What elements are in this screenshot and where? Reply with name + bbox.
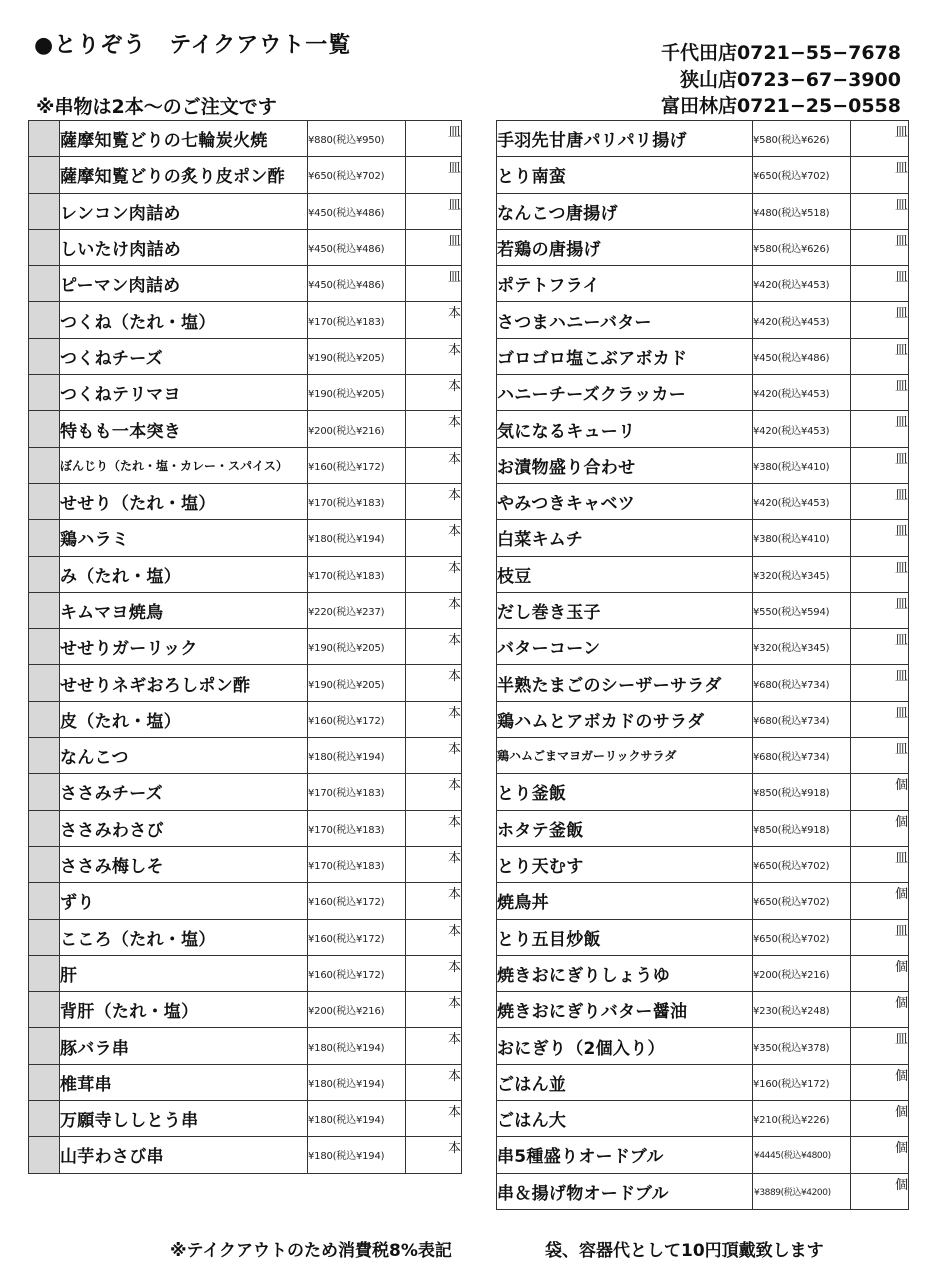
menu-row bbox=[29, 483, 462, 519]
menu-item-price: ¥420(税込¥453) bbox=[753, 302, 851, 338]
menu-item-price: ¥160(税込¥172) bbox=[308, 919, 406, 955]
menu-item-unit: 皿 bbox=[851, 121, 909, 157]
menu-item-price: ¥160(税込¥172) bbox=[308, 447, 406, 483]
menu-item-unit: 個 bbox=[851, 955, 909, 991]
menu-item-price: ¥210(税込¥226) bbox=[753, 1101, 851, 1137]
row-marker bbox=[29, 447, 60, 483]
menu-item-price: ¥850(税込¥918) bbox=[753, 810, 851, 846]
menu-row bbox=[29, 883, 462, 919]
menu-item-name: バターコーン bbox=[497, 629, 753, 665]
row-marker bbox=[29, 738, 60, 774]
menu-item-price: ¥580(税込¥626) bbox=[753, 229, 851, 265]
menu-item-unit: 本 bbox=[406, 992, 462, 1028]
menu-item-name: なんこつ唐揚げ bbox=[497, 193, 753, 229]
menu-item-unit: 皿 bbox=[851, 302, 909, 338]
menu-item-name: ごはん大 bbox=[497, 1101, 753, 1137]
store-phone-sayama: 狭山店0723−67−3900 bbox=[679, 68, 901, 91]
menu-item-unit: 皿 bbox=[851, 556, 909, 592]
menu-item-unit: 本 bbox=[406, 701, 462, 737]
row-marker bbox=[29, 121, 60, 157]
menu-item-name: おにぎり（2個入り） bbox=[497, 1028, 753, 1064]
menu-item-name: とり南蛮 bbox=[497, 157, 753, 193]
menu-item-price: ¥850(税込¥918) bbox=[753, 774, 851, 810]
menu-item-unit: 皿 bbox=[851, 592, 909, 628]
menu-item-price: ¥420(税込¥453) bbox=[753, 266, 851, 302]
menu-row bbox=[29, 955, 462, 991]
menu-item-name: とり五目炒飯 bbox=[497, 919, 753, 955]
menu-row bbox=[497, 810, 909, 846]
store-phone-chiyoda: 千代田店0721−55−7678 bbox=[660, 42, 901, 64]
menu-item-price: ¥680(税込¥734) bbox=[753, 738, 851, 774]
row-marker bbox=[29, 375, 60, 411]
menu-row bbox=[29, 629, 462, 665]
menu-row bbox=[29, 229, 462, 265]
menu-item-price: ¥160(税込¥172) bbox=[308, 955, 406, 991]
menu-row bbox=[497, 483, 909, 519]
menu-item-name: つくね（たれ・塩） bbox=[60, 302, 308, 338]
menu-item-unit: 本 bbox=[406, 375, 462, 411]
menu-item-unit: 皿 bbox=[851, 1028, 909, 1064]
menu-row bbox=[497, 121, 909, 157]
menu-item-name: とり天むす bbox=[497, 846, 753, 882]
page-title: ●とりぞう テイクアウト一覧 bbox=[34, 33, 352, 58]
menu-item-unit: 皿 bbox=[851, 375, 909, 411]
menu-item-unit: 本 bbox=[406, 810, 462, 846]
menu-item-name: 特もも一本突き bbox=[60, 411, 308, 447]
row-marker bbox=[29, 955, 60, 991]
menu-item-price: ¥220(税込¥237) bbox=[308, 592, 406, 628]
menu-item-name: さつまハニーバター bbox=[497, 302, 753, 338]
menu-item-unit: 皿 bbox=[851, 338, 909, 374]
menu-row bbox=[497, 556, 909, 592]
menu-item-unit: 皿 bbox=[851, 157, 909, 193]
menu-row bbox=[497, 193, 909, 229]
menu-item-name: ゴロゴロ塩こぶアボカド bbox=[497, 338, 753, 374]
menu-item-unit: 個 bbox=[851, 1064, 909, 1100]
menu-item-price: ¥450(税込¥486) bbox=[308, 229, 406, 265]
menu-item-price: ¥380(税込¥410) bbox=[753, 520, 851, 556]
menu-item-unit: 本 bbox=[406, 483, 462, 519]
menu-item-name: やみつきキャベツ bbox=[497, 483, 753, 519]
row-marker bbox=[29, 1137, 60, 1173]
menu-row bbox=[29, 1137, 462, 1173]
menu-row bbox=[497, 266, 909, 302]
menu-item-unit: 本 bbox=[406, 411, 462, 447]
menu-item-unit: 個 bbox=[851, 810, 909, 846]
menu-item-price: ¥190(税込¥205) bbox=[308, 375, 406, 411]
menu-item-price: ¥480(税込¥518) bbox=[753, 193, 851, 229]
menu-row bbox=[29, 157, 462, 193]
row-marker bbox=[29, 665, 60, 701]
menu-item-unit: 個 bbox=[851, 1173, 909, 1209]
menu-item-name: ごはん並 bbox=[497, 1064, 753, 1100]
menu-item-unit: 皿 bbox=[851, 738, 909, 774]
row-marker bbox=[29, 338, 60, 374]
row-marker bbox=[29, 556, 60, 592]
menu-item-unit: 皿 bbox=[851, 229, 909, 265]
row-marker bbox=[29, 193, 60, 229]
menu-item-unit: 本 bbox=[406, 302, 462, 338]
menu-row bbox=[497, 520, 909, 556]
menu-row bbox=[497, 992, 909, 1028]
menu-item-name: せせり（たれ・塩） bbox=[60, 483, 308, 519]
row-marker bbox=[29, 774, 60, 810]
menu-row bbox=[497, 919, 909, 955]
menu-row bbox=[497, 338, 909, 374]
menu-item-name: キムマヨ焼鳥 bbox=[60, 592, 308, 628]
row-marker bbox=[29, 1028, 60, 1064]
menu-item-price: ¥180(税込¥194) bbox=[308, 1064, 406, 1100]
menu-item-unit: 皿 bbox=[406, 121, 462, 157]
menu-item-unit: 皿 bbox=[851, 483, 909, 519]
menu-item-unit: 本 bbox=[406, 629, 462, 665]
menu-item-price: ¥190(税込¥205) bbox=[308, 338, 406, 374]
menu-item-price: ¥170(税込¥183) bbox=[308, 556, 406, 592]
menu-row bbox=[29, 447, 462, 483]
menu-row bbox=[29, 1101, 462, 1137]
menu-row bbox=[29, 266, 462, 302]
order-note: ※串物は2本〜のご注文です bbox=[36, 96, 277, 118]
menu-item-price: ¥170(税込¥183) bbox=[308, 483, 406, 519]
menu-item-price: ¥450(税込¥486) bbox=[308, 266, 406, 302]
menu-item-price: ¥350(税込¥378) bbox=[753, 1028, 851, 1064]
menu-item-price: ¥650(税込¥702) bbox=[753, 157, 851, 193]
menu-item-unit: 本 bbox=[406, 846, 462, 882]
menu-item-price: ¥880(税込¥950) bbox=[308, 121, 406, 157]
menu-item-name: ずり bbox=[60, 883, 308, 919]
menu-item-unit: 本 bbox=[406, 738, 462, 774]
row-marker bbox=[29, 992, 60, 1028]
menu-item-price: ¥550(税込¥594) bbox=[753, 592, 851, 628]
menu-row bbox=[497, 411, 909, 447]
menu-item-unit: 本 bbox=[406, 556, 462, 592]
menu-item-price: ¥230(税込¥248) bbox=[753, 992, 851, 1028]
menu-item-unit: 皿 bbox=[851, 447, 909, 483]
menu-item-price: ¥180(税込¥194) bbox=[308, 1101, 406, 1137]
menu-row bbox=[497, 665, 909, 701]
menu-row bbox=[497, 846, 909, 882]
menu-item-name: 串＆揚げ物オードブル bbox=[497, 1173, 753, 1209]
menu-item-name: 白菜キムチ bbox=[497, 520, 753, 556]
menu-item-unit: 本 bbox=[406, 883, 462, 919]
menu-item-unit: 皿 bbox=[406, 157, 462, 193]
menu-row bbox=[497, 1101, 909, 1137]
menu-item-price: ¥420(税込¥453) bbox=[753, 375, 851, 411]
menu-item-price: ¥170(税込¥183) bbox=[308, 774, 406, 810]
tax-note: ※テイクアウトのため消費税8%表記 bbox=[170, 1241, 452, 1261]
menu-row bbox=[29, 338, 462, 374]
menu-row bbox=[29, 810, 462, 846]
menu-item-unit: 本 bbox=[406, 1137, 462, 1173]
menu-item-price: ¥190(税込¥205) bbox=[308, 629, 406, 665]
menu-item-price: ¥650(税込¥702) bbox=[753, 919, 851, 955]
menu-item-unit: 本 bbox=[406, 955, 462, 991]
row-marker bbox=[29, 846, 60, 882]
menu-row bbox=[497, 375, 909, 411]
menu-item-name: 鶏ハムとアボカドのサラダ bbox=[497, 701, 753, 737]
row-marker bbox=[29, 1101, 60, 1137]
menu-item-name: 肝 bbox=[60, 955, 308, 991]
menu-item-unit: 本 bbox=[406, 774, 462, 810]
menu-row bbox=[29, 520, 462, 556]
menu-item-unit: 本 bbox=[406, 592, 462, 628]
menu-item-price: ¥4445(税込¥4800) bbox=[753, 1137, 851, 1173]
menu-item-unit: 本 bbox=[406, 520, 462, 556]
menu-row bbox=[497, 1173, 909, 1209]
menu-item-name: 鶏ハラミ bbox=[60, 520, 308, 556]
menu-row bbox=[497, 1137, 909, 1173]
menu-item-unit: 本 bbox=[406, 1101, 462, 1137]
menu-item-unit: 皿 bbox=[851, 193, 909, 229]
menu-item-price: ¥180(税込¥194) bbox=[308, 738, 406, 774]
row-marker bbox=[29, 411, 60, 447]
menu-item-price: ¥650(税込¥702) bbox=[753, 846, 851, 882]
menu-item-price: ¥420(税込¥453) bbox=[753, 411, 851, 447]
menu-item-name: ささみわさび bbox=[60, 810, 308, 846]
menu-item-name: 若鶏の唐揚げ bbox=[497, 229, 753, 265]
menu-item-unit: 皿 bbox=[851, 520, 909, 556]
menu-item-name: 山芋わさび串 bbox=[60, 1137, 308, 1173]
row-marker bbox=[29, 1064, 60, 1100]
menu-item-name: レンコン肉詰め bbox=[60, 193, 308, 229]
menu-item-name: こころ（たれ・塩） bbox=[60, 919, 308, 955]
menu-item-price: ¥170(税込¥183) bbox=[308, 302, 406, 338]
menu-item-price: ¥650(税込¥702) bbox=[753, 883, 851, 919]
menu-row bbox=[29, 302, 462, 338]
menu-row bbox=[497, 738, 909, 774]
menu-row bbox=[29, 846, 462, 882]
menu-item-unit: 皿 bbox=[851, 919, 909, 955]
row-marker bbox=[29, 483, 60, 519]
menu-item-price: ¥450(税込¥486) bbox=[753, 338, 851, 374]
menu-item-price: ¥680(税込¥734) bbox=[753, 665, 851, 701]
menu-row bbox=[497, 883, 909, 919]
menu-item-price: ¥650(税込¥702) bbox=[308, 157, 406, 193]
menu-item-name: ポテトフライ bbox=[497, 266, 753, 302]
menu-item-unit: 皿 bbox=[851, 411, 909, 447]
menu-item-name: 気になるキューリ bbox=[497, 411, 753, 447]
menu-item-name: 椎茸串 bbox=[60, 1064, 308, 1100]
menu-item-unit: 皿 bbox=[406, 193, 462, 229]
menu-row bbox=[29, 193, 462, 229]
menu-item-name: しいたけ肉詰め bbox=[60, 229, 308, 265]
menu-item-name: 枝豆 bbox=[497, 556, 753, 592]
menu-item-name: つくねテリマヨ bbox=[60, 375, 308, 411]
row-marker bbox=[29, 810, 60, 846]
row-marker bbox=[29, 701, 60, 737]
menu-item-price: ¥190(税込¥205) bbox=[308, 665, 406, 701]
menu-item-price: ¥200(税込¥216) bbox=[753, 955, 851, 991]
menu-row bbox=[29, 121, 462, 157]
menu-item-unit: 本 bbox=[406, 338, 462, 374]
menu-item-name: せせりガーリック bbox=[60, 629, 308, 665]
row-marker bbox=[29, 629, 60, 665]
menu-item-price: ¥200(税込¥216) bbox=[308, 992, 406, 1028]
menu-row bbox=[29, 992, 462, 1028]
menu-item-name: ホタテ釜飯 bbox=[497, 810, 753, 846]
menu-item-name: 皮（たれ・塩） bbox=[60, 701, 308, 737]
menu-item-name: なんこつ bbox=[60, 738, 308, 774]
menu-item-name: 焼きおにぎりバター醤油 bbox=[497, 992, 753, 1028]
menu-item-unit: 本 bbox=[406, 665, 462, 701]
menu-item-price: ¥3889(税込¥4200) bbox=[753, 1173, 851, 1209]
menu-item-price: ¥320(税込¥345) bbox=[753, 629, 851, 665]
menu-row bbox=[29, 1028, 462, 1064]
menu-row bbox=[29, 411, 462, 447]
menu-item-unit: 本 bbox=[406, 1028, 462, 1064]
menu-item-name: 豚バラ串 bbox=[60, 1028, 308, 1064]
menu-item-name: ささみ梅しそ bbox=[60, 846, 308, 882]
menu-item-price: ¥170(税込¥183) bbox=[308, 846, 406, 882]
menu-row bbox=[29, 592, 462, 628]
menu-row bbox=[497, 229, 909, 265]
menu-item-name: 串5種盛りオードブル bbox=[497, 1137, 753, 1173]
row-marker bbox=[29, 520, 60, 556]
menu-row bbox=[29, 375, 462, 411]
bag-fee-note: 袋、容器代として10円頂戴致します bbox=[545, 1241, 824, 1261]
menu-item-name: 万願寺ししとう串 bbox=[60, 1101, 308, 1137]
menu-item-price: ¥580(税込¥626) bbox=[753, 121, 851, 157]
menu-item-name: 鶏ハムごまマヨガーリックサラダ bbox=[497, 738, 753, 774]
menu-item-unit: 個 bbox=[851, 992, 909, 1028]
menu-row bbox=[497, 629, 909, 665]
menu-item-price: ¥200(税込¥216) bbox=[308, 411, 406, 447]
menu-row bbox=[497, 157, 909, 193]
menu-item-name: 薩摩知覧どりの炙り皮ポン酢 bbox=[60, 157, 308, 193]
menu-item-price: ¥170(税込¥183) bbox=[308, 810, 406, 846]
menu-row bbox=[497, 592, 909, 628]
menu-item-price: ¥180(税込¥194) bbox=[308, 1028, 406, 1064]
menu-item-unit: 個 bbox=[851, 1101, 909, 1137]
menu-item-name: み（たれ・塩） bbox=[60, 556, 308, 592]
menu-item-unit: 皿 bbox=[851, 701, 909, 737]
menu-item-price: ¥680(税込¥734) bbox=[753, 701, 851, 737]
menu-item-unit: 皿 bbox=[851, 266, 909, 302]
menu-row bbox=[29, 919, 462, 955]
menu-item-price: ¥160(税込¥172) bbox=[753, 1064, 851, 1100]
menu-row bbox=[497, 701, 909, 737]
row-marker bbox=[29, 157, 60, 193]
menu-row bbox=[29, 738, 462, 774]
menu-item-name: とり釜飯 bbox=[497, 774, 753, 810]
row-marker bbox=[29, 266, 60, 302]
menu-row bbox=[29, 665, 462, 701]
menu-item-name: ぼんじり（たれ・塩・カレー・スパイス） bbox=[60, 447, 308, 483]
row-marker bbox=[29, 592, 60, 628]
menu-row bbox=[497, 447, 909, 483]
menu-row bbox=[29, 774, 462, 810]
menu-row bbox=[497, 1028, 909, 1064]
row-marker bbox=[29, 883, 60, 919]
menu-item-price: ¥160(税込¥172) bbox=[308, 701, 406, 737]
menu-item-price: ¥380(税込¥410) bbox=[753, 447, 851, 483]
menu-item-name: ハニーチーズクラッカー bbox=[497, 375, 753, 411]
menu-item-name: 薩摩知覧どりの七輪炭火焼 bbox=[60, 121, 308, 157]
store-phone-tondabayashi: 富田林店0721−25−0558 bbox=[660, 95, 901, 117]
menu-item-name: つくねチーズ bbox=[60, 338, 308, 374]
menu-row bbox=[497, 302, 909, 338]
menu-item-price: ¥320(税込¥345) bbox=[753, 556, 851, 592]
menu-item-name: お漬物盛り合わせ bbox=[497, 447, 753, 483]
skewer-menu-table bbox=[28, 120, 462, 1174]
side-menu-table bbox=[496, 120, 909, 1210]
menu-item-name: せせりネギおろしポン酢 bbox=[60, 665, 308, 701]
menu-item-unit: 皿 bbox=[851, 846, 909, 882]
menu-item-name: 手羽先甘唐パリパリ揚げ bbox=[497, 121, 753, 157]
menu-item-unit: 皿 bbox=[406, 229, 462, 265]
menu-item-price: ¥180(税込¥194) bbox=[308, 520, 406, 556]
row-marker bbox=[29, 919, 60, 955]
menu-item-name: 焼鳥丼 bbox=[497, 883, 753, 919]
menu-item-unit: 個 bbox=[851, 883, 909, 919]
row-marker bbox=[29, 229, 60, 265]
menu-row bbox=[497, 1064, 909, 1100]
menu-row bbox=[497, 955, 909, 991]
menu-item-name: ささみチーズ bbox=[60, 774, 308, 810]
menu-item-price: ¥160(税込¥172) bbox=[308, 883, 406, 919]
menu-item-unit: 個 bbox=[851, 1137, 909, 1173]
menu-item-name: 背肝（たれ・塩） bbox=[60, 992, 308, 1028]
menu-item-name: 焼きおにぎりしょうゆ bbox=[497, 955, 753, 991]
menu-item-name: だし巻き玉子 bbox=[497, 592, 753, 628]
menu-item-unit: 個 bbox=[851, 774, 909, 810]
menu-item-price: ¥450(税込¥486) bbox=[308, 193, 406, 229]
menu-item-unit: 皿 bbox=[851, 629, 909, 665]
menu-item-unit: 本 bbox=[406, 919, 462, 955]
menu-row bbox=[29, 701, 462, 737]
menu-item-price: ¥180(税込¥194) bbox=[308, 1137, 406, 1173]
menu-item-price: ¥420(税込¥453) bbox=[753, 483, 851, 519]
menu-item-unit: 皿 bbox=[851, 665, 909, 701]
menu-item-unit: 本 bbox=[406, 447, 462, 483]
store-phone-list bbox=[661, 40, 901, 120]
menu-row bbox=[497, 774, 909, 810]
menu-item-name: 半熟たまごのシーザーサラダ bbox=[497, 665, 753, 701]
menu-item-name: ピーマン肉詰め bbox=[60, 266, 308, 302]
row-marker bbox=[29, 302, 60, 338]
menu-item-unit: 本 bbox=[406, 1064, 462, 1100]
menu-row bbox=[29, 556, 462, 592]
menu-row bbox=[29, 1064, 462, 1100]
menu-item-unit: 皿 bbox=[406, 266, 462, 302]
